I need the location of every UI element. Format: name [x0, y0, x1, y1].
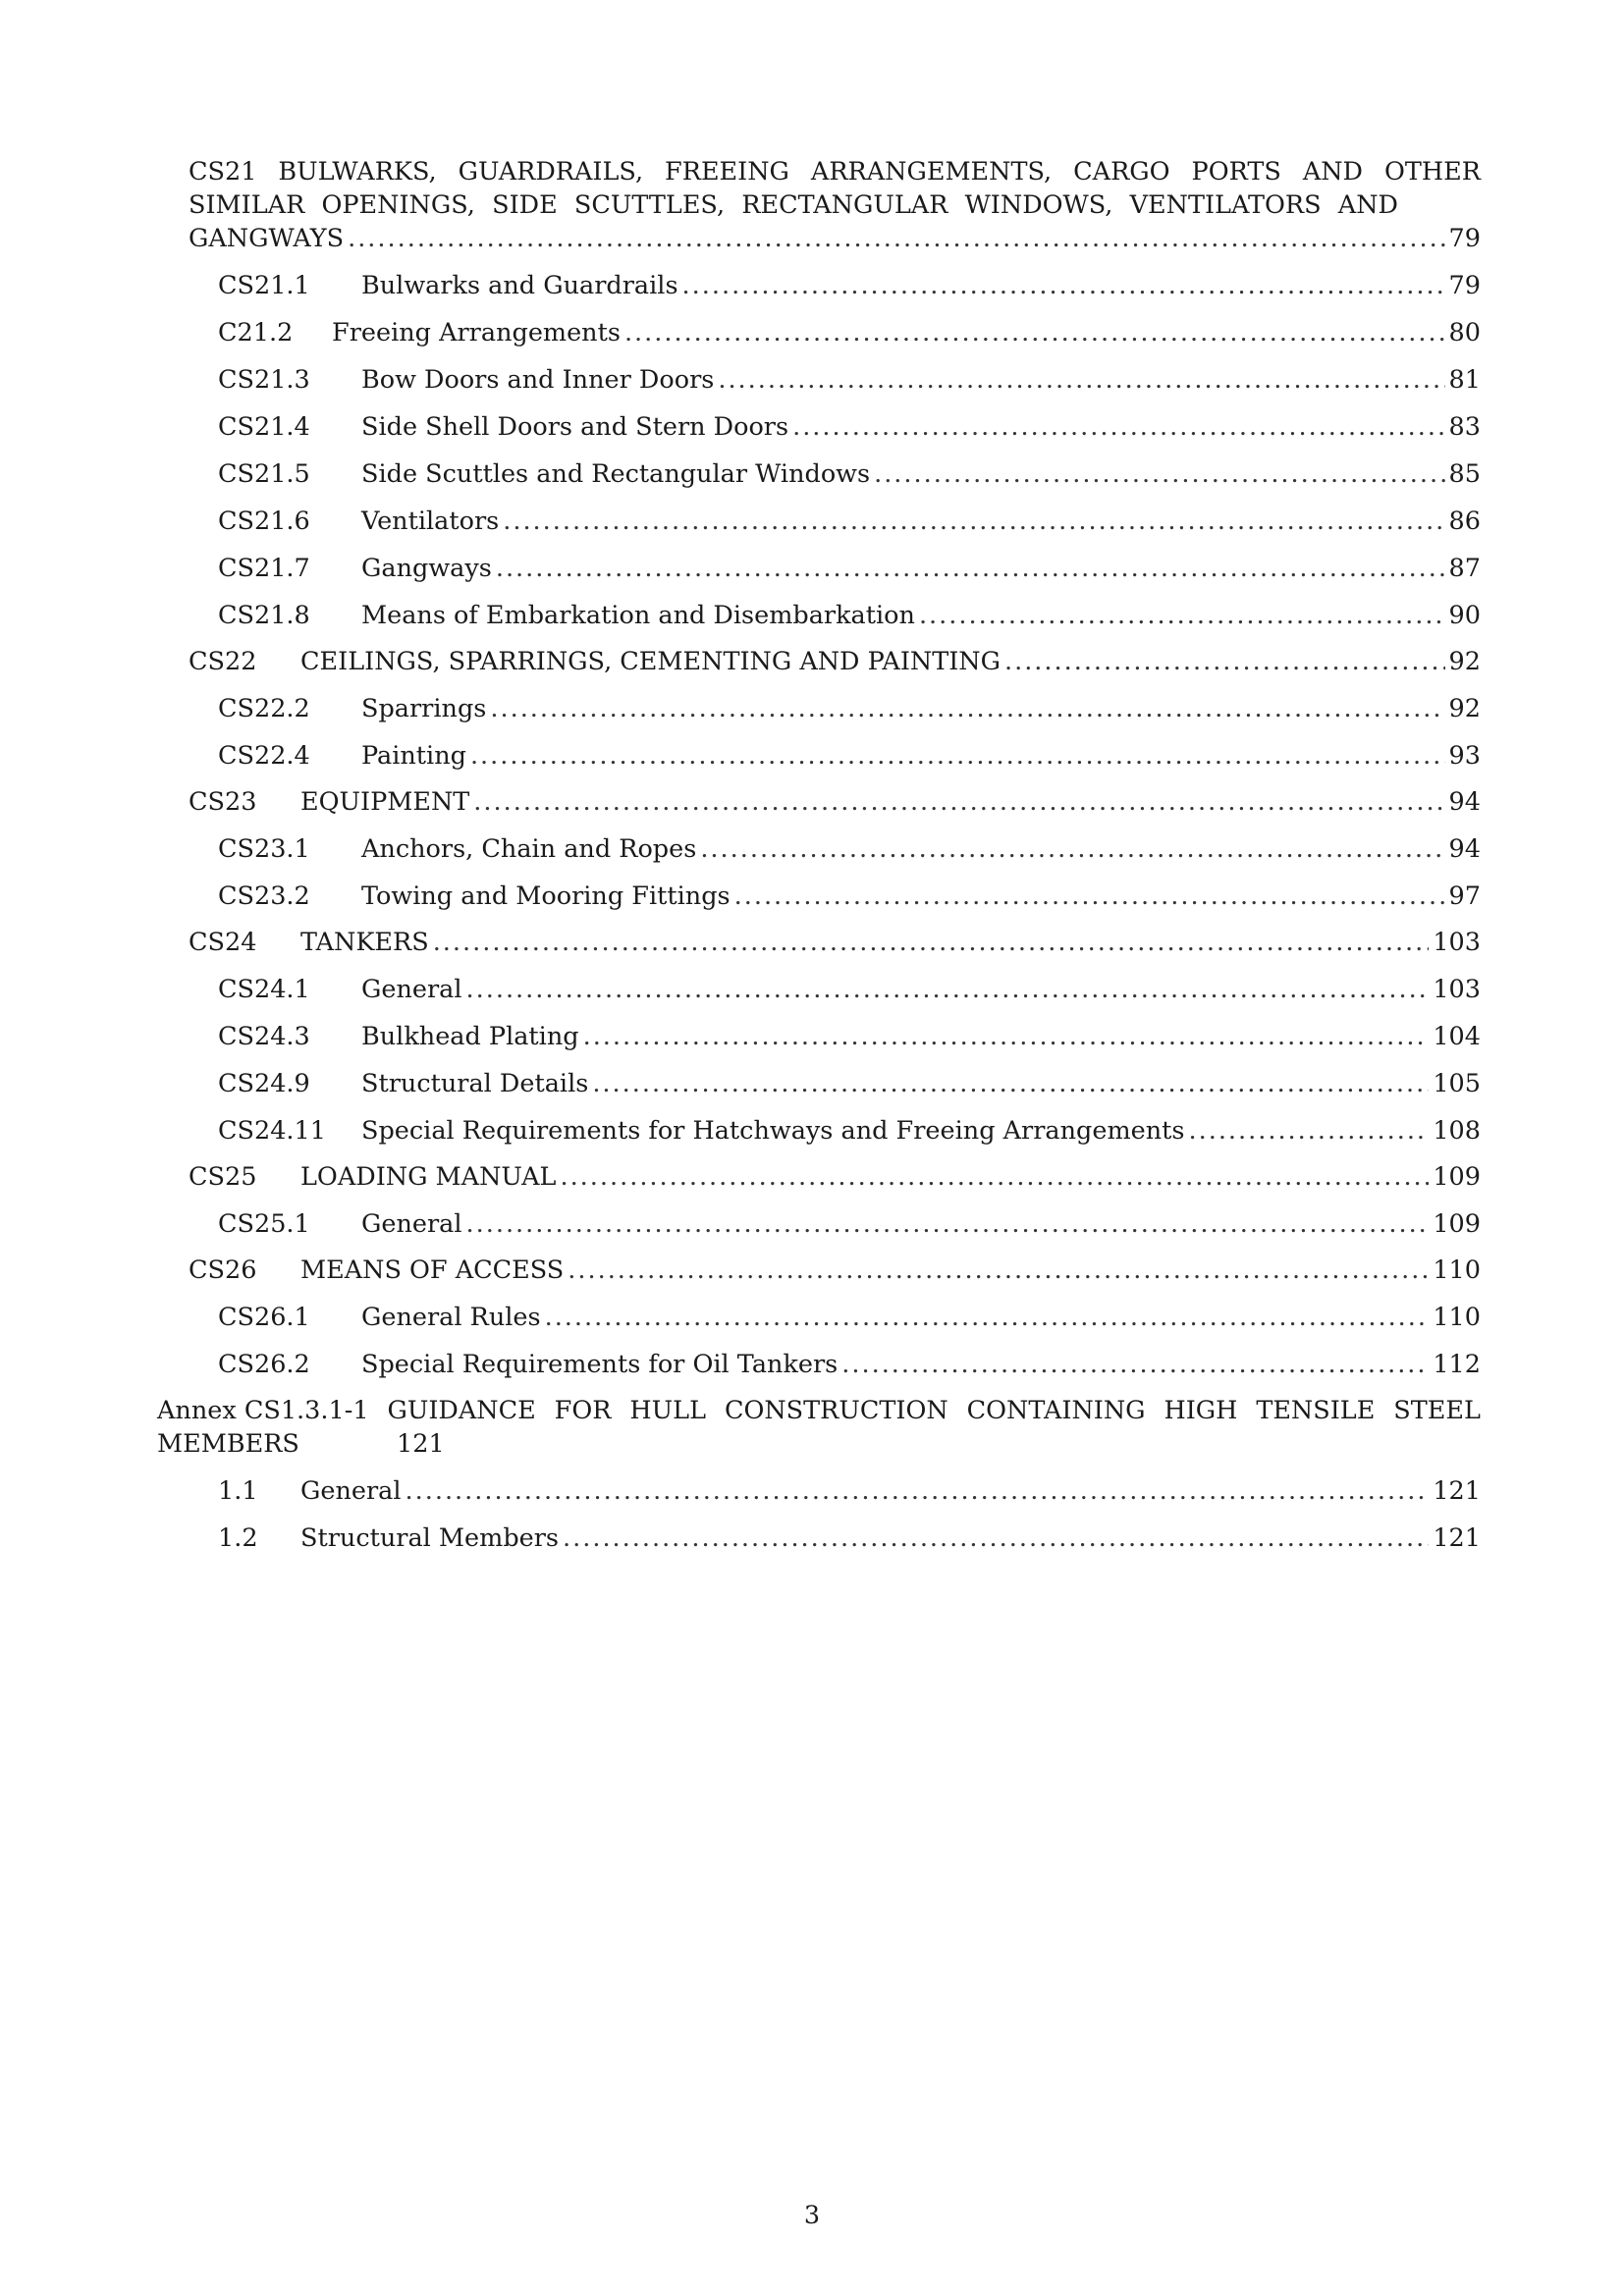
title-word: BULWARKS, [278, 157, 437, 187]
title-word: GUIDANCE [387, 1396, 536, 1425]
title-word: CONTAINING [966, 1396, 1146, 1425]
toc-entry-number: CS22.2 [218, 694, 310, 723]
dot-leader [568, 1254, 1429, 1287]
dot-leader [560, 1160, 1429, 1194]
dot-leader [433, 926, 1430, 959]
title-word: AND [1302, 157, 1364, 187]
toc-entry-title: GANGWAYS [189, 224, 345, 253]
toc-entry-number: CS24.1 [218, 975, 310, 1004]
dot-leader [545, 1301, 1430, 1334]
toc-entry-number: CS21.7 [218, 554, 310, 583]
toc-entry-number: C21.2 [218, 318, 294, 347]
section-number: CS21 [189, 157, 257, 187]
toc-entry-title: Structural Members [300, 1523, 560, 1553]
toc-entry-title: Special Requirements for Oil Tankers [361, 1350, 839, 1379]
dot-leader [734, 880, 1445, 913]
toc-entry-title: Bulkhead Plating [361, 1022, 579, 1051]
dot-leader [496, 552, 1445, 585]
title-word: OPENINGS, [321, 190, 475, 220]
toc-entry-title: Means of Embarkation and Disembarkation [361, 601, 915, 630]
page-number-footer: 3 [803, 2201, 821, 2230]
toc-entry-number: CS26 [189, 1255, 257, 1285]
toc-entry-title: General [300, 1476, 402, 1506]
dot-leader [470, 739, 1445, 773]
title-word: AND [1337, 190, 1398, 220]
title-word: WINDOWS, [964, 190, 1113, 220]
toc-entry-cs24[interactable] [157, 926, 1481, 959]
toc-page-number: 81 [1448, 365, 1481, 395]
table-of-contents [157, 155, 1481, 1555]
toc-entry-cs21-8[interactable] [157, 599, 1481, 632]
toc-entry-cs21-6[interactable] [157, 505, 1481, 538]
toc-entry-cs23-2[interactable] [157, 880, 1481, 913]
title-word: VENTILATORS [1129, 190, 1322, 220]
title-word: FREEING [665, 157, 789, 187]
toc-entry-number: CS24 [189, 928, 257, 957]
toc-entry-cs21-4[interactable] [157, 410, 1481, 444]
toc-entry-title: Special Requirements for Hatchways and Freeing Arrangements [361, 1116, 1185, 1146]
dot-leader [473, 785, 1444, 819]
dot-leader [874, 457, 1444, 491]
toc-page-number: 90 [1448, 601, 1481, 630]
toc-entry-number: CS23.2 [218, 881, 310, 911]
toc-page-number: 79 [1448, 271, 1481, 300]
toc-entry-number: 1.1 [218, 1476, 258, 1506]
toc-entry-number: CS26.1 [218, 1303, 310, 1332]
toc-entry-c21-2[interactable] [157, 316, 1481, 349]
toc-entry-cs23-1[interactable] [157, 832, 1481, 866]
toc-entry-cs21-7[interactable] [157, 552, 1481, 585]
toc-page-number: 110 [1433, 1303, 1481, 1332]
title-word: CARGO [1073, 157, 1170, 187]
toc-entry-cs25-1[interactable] [157, 1207, 1481, 1241]
dot-leader [841, 1348, 1429, 1381]
toc-page-number: 112 [1433, 1350, 1481, 1379]
toc-entry-title: General [361, 975, 462, 1004]
toc-page-number: 94 [1448, 834, 1481, 864]
cs21-title-line-1 [189, 155, 1481, 188]
title-word: OTHER [1384, 157, 1481, 187]
toc-entry-cs24-3[interactable] [157, 1020, 1481, 1053]
toc-page-number: 87 [1448, 554, 1481, 583]
toc-entry-cs24-9[interactable] [157, 1067, 1481, 1100]
toc-page-number: 121 [1433, 1476, 1481, 1506]
dot-leader [592, 1067, 1429, 1100]
toc-page-number: 93 [1448, 741, 1481, 771]
toc-page-number: 94 [1448, 787, 1481, 817]
dot-leader [718, 363, 1444, 397]
toc-entry-cs21-5[interactable] [157, 457, 1481, 491]
toc-entry-title: MEMBERS [157, 1429, 299, 1459]
title-word: ARRANGEMENTS, [810, 157, 1053, 187]
toc-entry-number: CS21.8 [218, 601, 310, 630]
title-word: FOR [554, 1396, 612, 1425]
toc-entry-number: CS21.6 [218, 507, 310, 536]
toc-entry-title: MEANS OF ACCESS [300, 1255, 565, 1285]
toc-page-number: 83 [1448, 412, 1481, 442]
toc-entry-title: Towing and Mooring Fittings [361, 881, 731, 911]
toc-entry-title: Freeing Arrangements [332, 318, 621, 347]
toc-entry-number: 1.2 [218, 1523, 258, 1553]
toc-entry-cs25[interactable] [157, 1160, 1481, 1194]
toc-page-number: 110 [1433, 1255, 1481, 1285]
title-word: SIMILAR [189, 190, 305, 220]
title-word: GUARDRAILS, [458, 157, 644, 187]
toc-entry-title: General [361, 1209, 462, 1239]
toc-entry-number: CS22.4 [218, 741, 310, 771]
toc-entry-title: TANKERS [300, 928, 429, 957]
dot-leader [682, 269, 1445, 302]
toc-page-number: 85 [1448, 459, 1481, 489]
dot-leader [1189, 1114, 1430, 1148]
toc-entry-number: CS23 [189, 787, 257, 817]
toc-entry-cs22-2[interactable] [157, 692, 1481, 725]
toc-entry-title: Anchors, Chain and Ropes [361, 834, 697, 864]
dot-leader [466, 1207, 1430, 1241]
toc-entry-cs24-11[interactable] [157, 1114, 1481, 1148]
dot-leader [348, 222, 1444, 255]
toc-page-number: 104 [1433, 1022, 1481, 1051]
toc-page-number: 86 [1448, 507, 1481, 536]
toc-entry-number: CS23.1 [218, 834, 310, 864]
toc-page-number: 92 [1448, 694, 1481, 723]
annex-title-line-1 [157, 1394, 1481, 1427]
toc-entry-cs21-1[interactable] [157, 269, 1481, 302]
cs21-title-line-2 [189, 188, 1398, 222]
toc-page-number: 79 [1448, 224, 1481, 253]
toc-page-number: 103 [1433, 928, 1481, 957]
toc-entry-cs24-1[interactable] [157, 973, 1481, 1006]
dot-leader [919, 599, 1445, 632]
title-word: PORTS [1191, 157, 1281, 187]
toc-page-number: 109 [1433, 1162, 1481, 1192]
title-word: CONSTRUCTION [724, 1396, 948, 1425]
toc-entry-number: CS21.3 [218, 365, 310, 395]
toc-entry-annex[interactable] [157, 1394, 1481, 1461]
toc-page-number: 97 [1448, 881, 1481, 911]
title-word: SIDE [492, 190, 558, 220]
toc-entry-number: CS21.4 [218, 412, 310, 442]
toc-entry-title: LOADING MANUAL [300, 1162, 557, 1192]
dot-leader [503, 505, 1444, 538]
toc-page-number: 80 [1448, 318, 1481, 347]
dot-leader [490, 692, 1444, 725]
toc-entry-cs26-1[interactable] [157, 1301, 1481, 1334]
toc-page-number: 92 [1448, 647, 1481, 676]
dot-leader [792, 410, 1444, 444]
toc-entry-number: CS25.1 [218, 1209, 310, 1239]
dot-leader [1004, 645, 1445, 678]
toc-entry-title: Sparrings [361, 694, 487, 723]
toc-entry-annex-1-2[interactable] [157, 1522, 1481, 1555]
dot-leader [563, 1522, 1429, 1555]
toc-entry-title: Gangways [361, 554, 492, 583]
toc-page-number: 109 [1433, 1209, 1481, 1239]
dot-leader [583, 1020, 1430, 1053]
toc-entry-number: CS21.5 [218, 459, 310, 489]
toc-entry-cs26-2[interactable] [157, 1348, 1481, 1381]
toc-entry-title: CEILINGS, SPARRINGS, CEMENTING AND PAINTING [300, 647, 1001, 676]
toc-entry-cs21-3[interactable] [157, 363, 1481, 397]
toc-entry-number: CS21.1 [218, 271, 310, 300]
cs21-title-line-3 [189, 222, 1481, 255]
dot-leader [624, 316, 1445, 349]
toc-entry-cs23[interactable] [157, 785, 1481, 819]
title-word: RECTANGULAR [741, 190, 948, 220]
toc-entry-cs22-4[interactable] [157, 739, 1481, 773]
title-word: HULL [629, 1396, 707, 1425]
toc-entry-title: Side Scuttles and Rectangular Windows [361, 459, 871, 489]
toc-page-number: 103 [1433, 975, 1481, 1004]
toc-entry-title: Side Shell Doors and Stern Doors [361, 412, 789, 442]
toc-page-number: 121 [397, 1429, 445, 1459]
dot-leader [700, 832, 1444, 866]
toc-entry-cs26[interactable] [157, 1254, 1481, 1287]
toc-entry-number: CS26.2 [218, 1350, 310, 1379]
toc-entry-title: Painting [361, 741, 466, 771]
toc-entry-number: CS24.9 [218, 1069, 310, 1098]
annex-number: Annex CS1.3.1-1 [157, 1396, 369, 1425]
toc-entry-annex-1-1[interactable] [157, 1474, 1481, 1508]
toc-page-number: 108 [1433, 1116, 1481, 1146]
toc-entry-cs21[interactable] [189, 155, 1481, 255]
toc-entry-number: CS22 [189, 647, 257, 676]
toc-entry-number: CS25 [189, 1162, 257, 1192]
toc-entry-number: CS24.11 [218, 1116, 326, 1146]
dot-leader [406, 1474, 1430, 1508]
toc-entry-title: Bow Doors and Inner Doors [361, 365, 715, 395]
title-word: HIGH [1164, 1396, 1238, 1425]
title-word: SCUTTLES, [573, 190, 726, 220]
toc-page-number: 105 [1433, 1069, 1481, 1098]
toc-entry-title: General Rules [361, 1303, 541, 1332]
annex-title-line-2 [157, 1427, 1481, 1461]
title-word: STEEL [1393, 1396, 1481, 1425]
toc-entry-cs22[interactable] [157, 645, 1481, 678]
toc-entry-title: Structural Details [361, 1069, 589, 1098]
toc-entry-title: Bulwarks and Guardrails [361, 271, 678, 300]
dot-leader [466, 973, 1430, 1006]
toc-entry-title: EQUIPMENT [300, 787, 470, 817]
toc-entry-title: Ventilators [361, 507, 500, 536]
toc-entry-number: CS24.3 [218, 1022, 310, 1051]
title-word: TENSILE [1256, 1396, 1376, 1425]
toc-page-number: 121 [1433, 1523, 1481, 1553]
